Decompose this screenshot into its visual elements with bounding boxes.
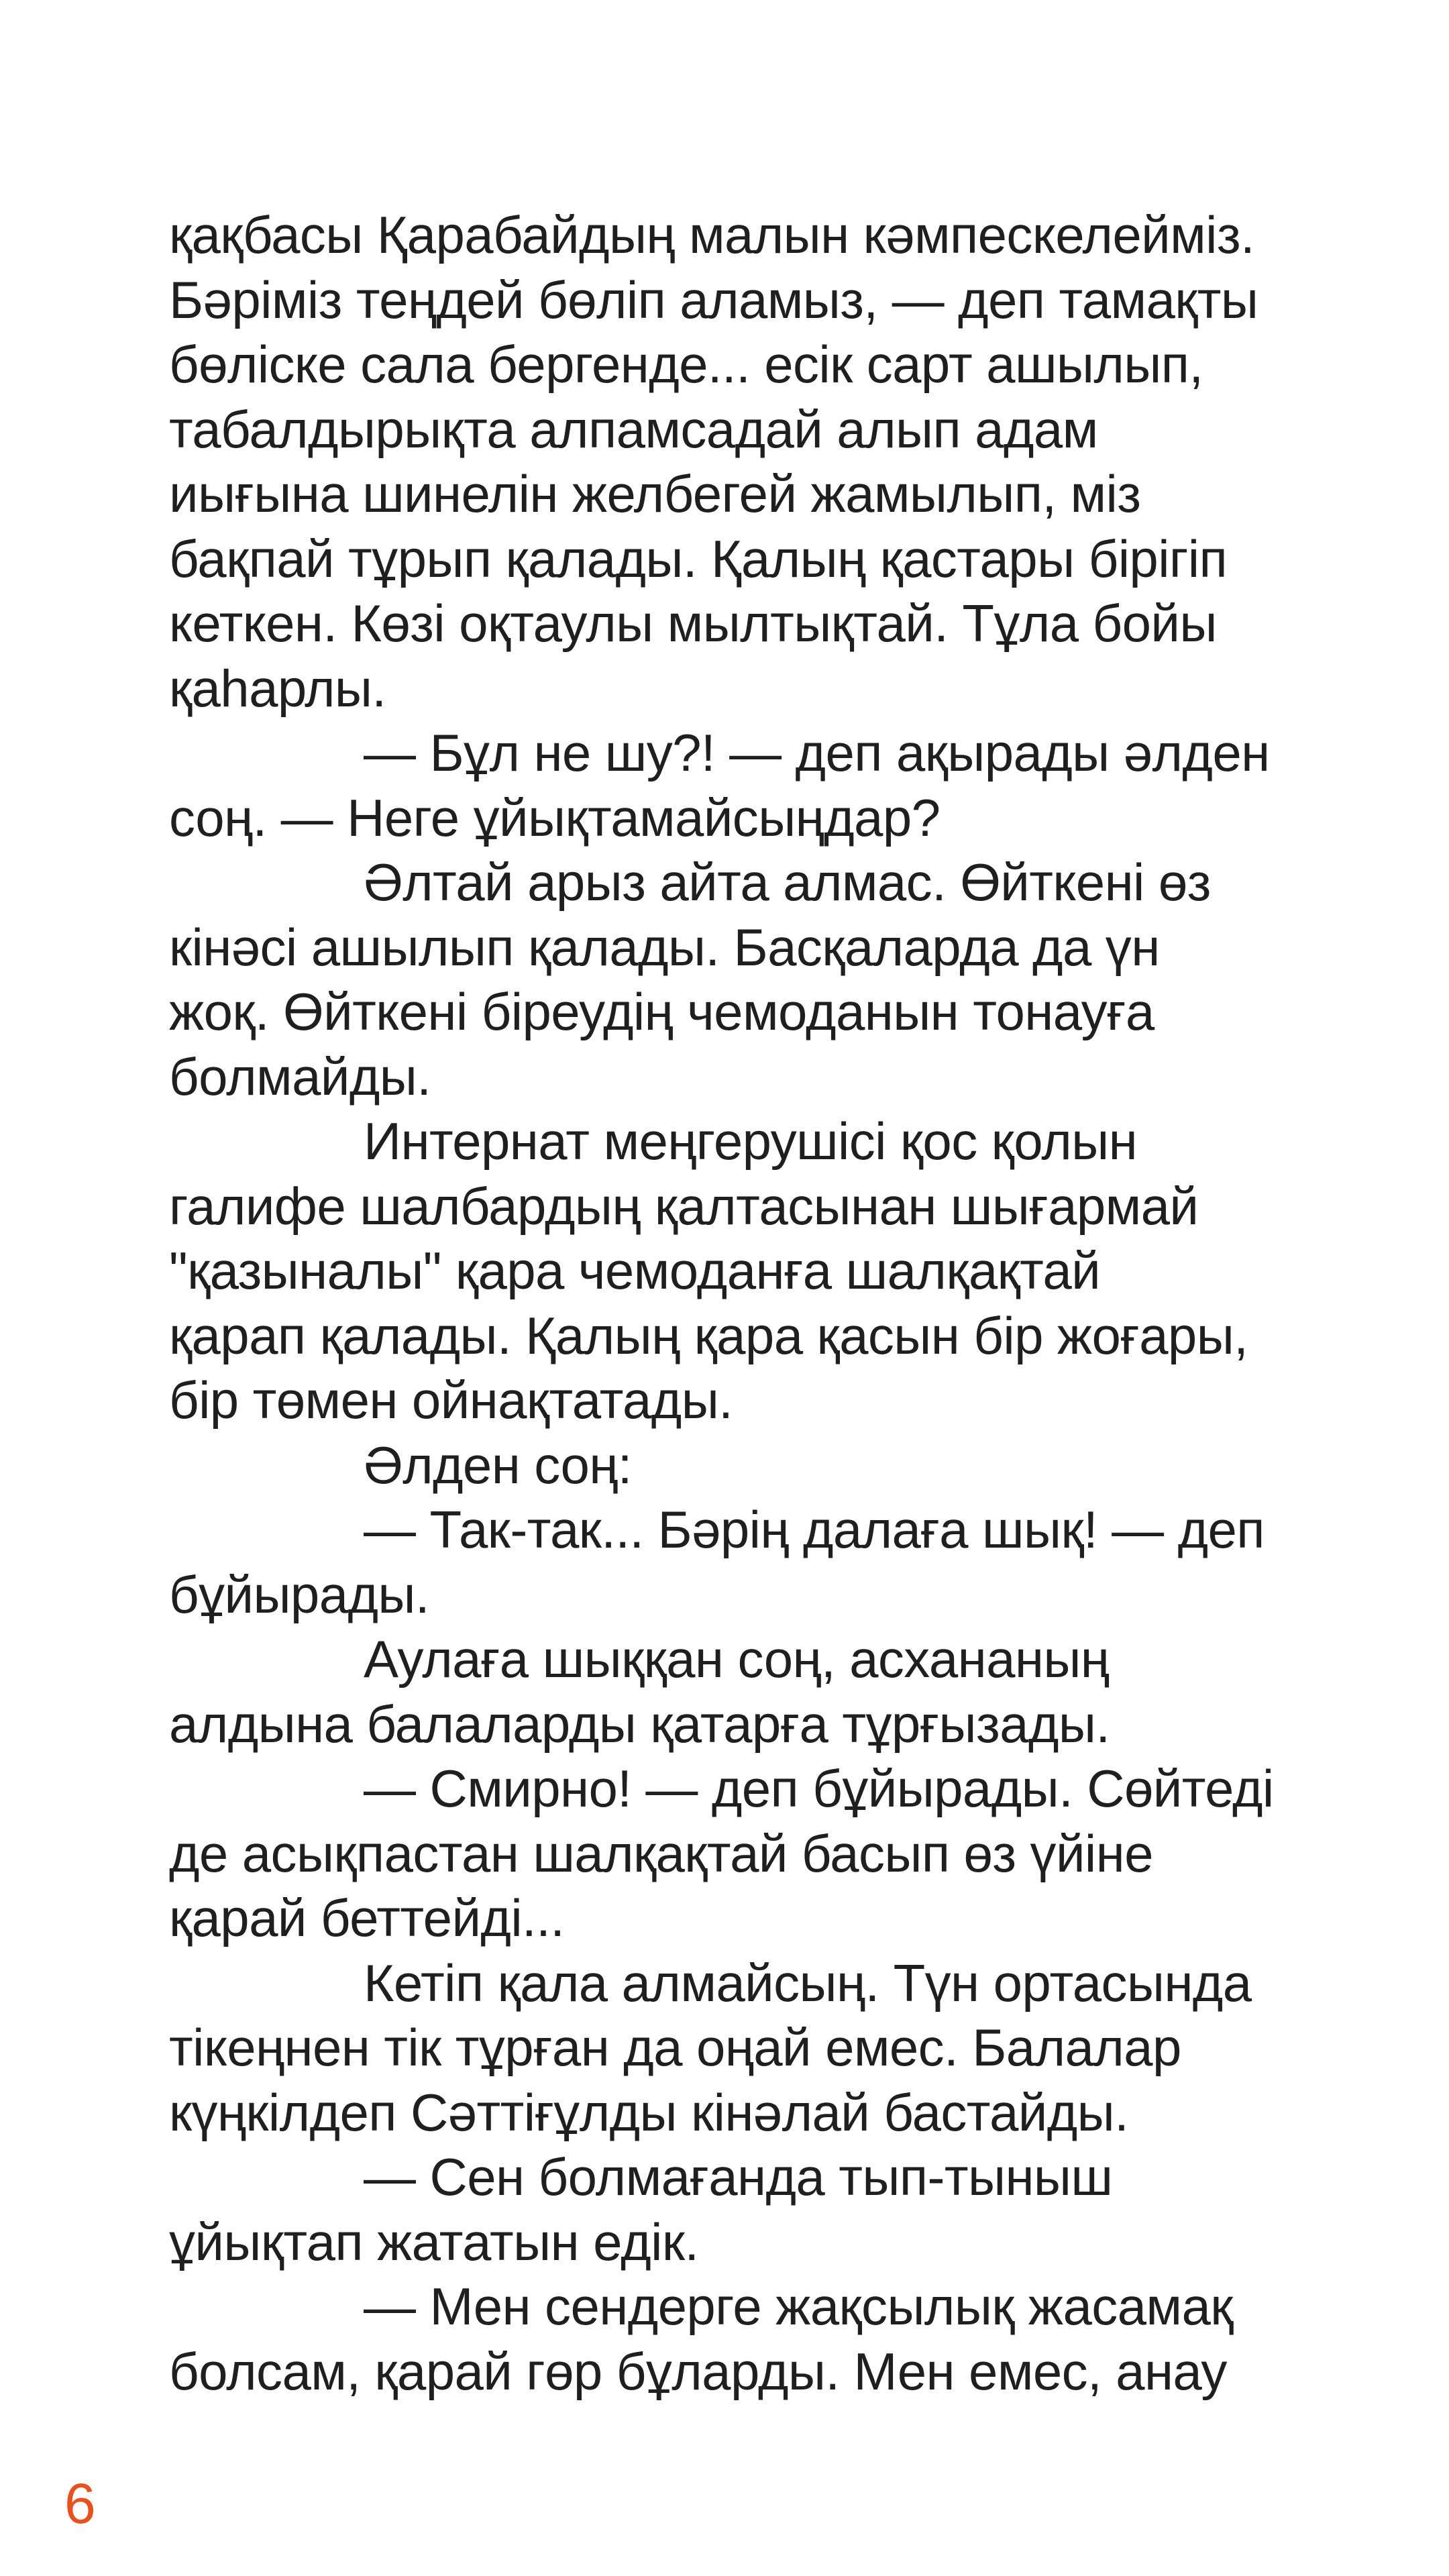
text-line: соң. — Неге ұйықтамайсыңдар? <box>169 788 941 847</box>
text-line: — Сен болмағанда тып-тыныш <box>364 2147 1113 2206</box>
text-line: Әлден соң: <box>364 1435 632 1495</box>
text-line: галифе шалбардың қалтасынан шығармай <box>169 1176 1199 1236</box>
page-text <box>169 203 1336 2404</box>
text-line: ұйықтап жататын едік. <box>169 2212 699 2271</box>
text-line: кеткен. Көзі оқтаулы мылтықтай. Тұла бойы <box>169 594 1217 653</box>
text-line: Әлтай арыз айта алмас. Өйткені өз <box>364 853 1211 912</box>
text-line: — Так-так... Бәрің далаға шық! — деп <box>364 1500 1265 1559</box>
text-line: тікеңнен тік тұрған да оңай емес. Балалар <box>169 2018 1181 2077</box>
text-line: Кетіп қала алмайсың. Түн ортасында <box>364 1953 1252 2012</box>
text-line: болсам, қарай гөр бұларды. Мен емес, анау <box>169 2341 1227 2401</box>
text-line: алдына балаларды қатарға тұрғызады. <box>169 1694 1110 1754</box>
text-line: кінәсі ашылып қалады. Басқаларда да үн <box>169 917 1160 977</box>
text-line: қаһарлы. <box>169 658 386 718</box>
text-line: табалдырықта алпамсадай алып адам <box>169 399 1098 459</box>
text-line: бөліске сала бергенде... есік сарт ашылып, <box>169 335 1203 394</box>
text-line: күңкілдеп Сәттіғұлды кінәлай бастайды. <box>169 2082 1129 2142</box>
text-line: Интернат меңгерушісі қос қолын <box>364 1112 1138 1171</box>
text-line: бір төмен ойнақтатады. <box>169 1371 733 1430</box>
text-line: иығына шинелін желбегей жамылып, міз <box>169 464 1141 523</box>
text-line: Бәріміз теңдей бөліп аламыз, — деп тамақты <box>169 270 1258 329</box>
text-line: жоқ. Өйткені біреудің чемоданын тонауға <box>169 982 1155 1041</box>
text-line: — Мен сендерге жақсылық жасамақ <box>364 2277 1233 2336</box>
text-line: қарап қалады. Қалың қара қасын бір жоғары, <box>169 1305 1248 1365</box>
page-number: 6 <box>64 2472 96 2535</box>
text-line: қарай беттейді... <box>169 1888 565 1947</box>
text-line: Аулаға шыққан соң, асхананың <box>364 1629 1110 1688</box>
text-line: бақпай тұрып қалады. Қалың қастары бірігіп <box>169 529 1228 588</box>
text-line: бұйырады. <box>169 1564 429 1624</box>
text-line: — Бұл не шу?! — деп ақырады әлден <box>364 723 1270 782</box>
text-line: — Смирно! — деп бұйырады. Сөйтеді <box>364 1759 1274 1818</box>
text-line: "қазыналы" қара чемоданға шалқақтай <box>169 1241 1101 1300</box>
text-line: де асықпастан шалқақтай басып өз үйіне <box>169 1823 1153 1883</box>
text-line: болмайды. <box>169 1046 431 1106</box>
text-line: қақбасы Қарабайдың малын кәмпескелейміз. <box>169 205 1255 264</box>
